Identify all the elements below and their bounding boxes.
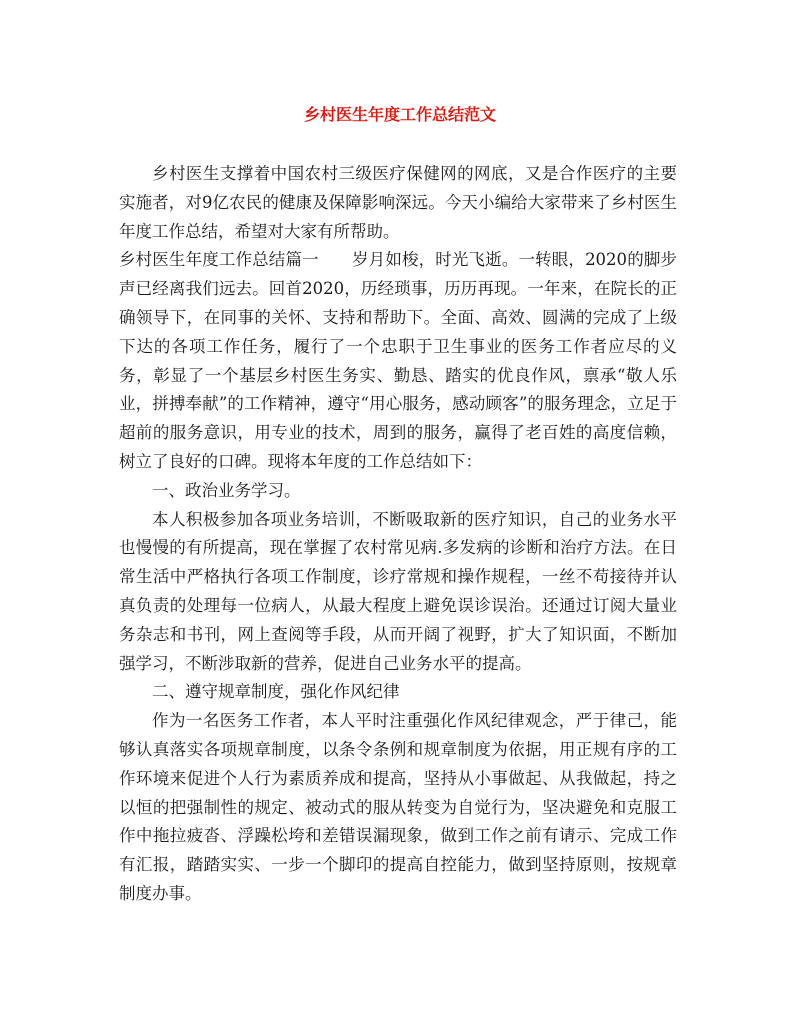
section-paragraph-1: 乡村医生年度工作总结篇一 岁月如梭，时光飞逝。一转眼，2020的脚步声已经离我们远去。回首2020，历经琐事，历历再现。一年来，在院长的正确领导下，在同事的关怀、支持和帮助下。全面、高效、圆满的完成了上级下达的各项工作任务，履行了一个忠职于卫生事业的医务工作者应尽的义务，彰显了一个基层乡村医生务实、勤恳、踏实的优良作风，禀承“敬人乐业，拼搏奉献”的工作精神，遵守“用心服务，感动顾客”的服务理念，立足于超前的服务意识，用专业的技术，周到的服务，赢得了老百姓的高度信赖，树立了良好的口碑。现将本年度的工作总结如下： <box>119 250 677 471</box>
body-paragraph-study: 本人积极参加各项业务培训，不断吸取新的医疗知识，自己的业务水平也慢慢的有所提高，现在掌握了农村常见病.多发病的诊断和治疗方法。在日常生活中严格执行各项工作制度，诊疗常规和操作规程，一丝不苟接待并认真负责的处理每一位病人，从最大程度上避免误诊误治。还通过订阅大量业务杂志和书刊，网上查阅等手段，从而开阔了视野，扩大了知识面，不断加强学习，不断涉取新的营养，促进自己业务水平的提高。 <box>119 509 677 673</box>
intro-paragraph: 乡村医生支撑着中国农村三级医疗保健网的网底，又是合作医疗的主要实施者，对9亿农民的健康及保障影响深远。今天小编给大家带来了乡村医生年度工作总结，希望对大家有所帮助。 <box>119 164 677 241</box>
document-body <box>119 160 677 909</box>
body-paragraph-discipline: 作为一名医务工作者，本人平时注重强化作风纪律观念，严于律己，能够认真落实各项规章制度，以条令条例和规章制度为依据，用正规有序的工作环境来促进个人行为素质养成和提高，坚持从小事做起、从我做起，持之以恒的把强制性的规定、被动式的服从转变为自觉行为，坚决避免和克服工作中拖拉疲沓、浮躁松垮和差错误漏现象，做到工作之前有请示、完成工作有汇报，踏踏实实、一步一个脚印的提高自控能力，做到坚持原则，按规章制度办事。 <box>119 711 677 903</box>
heading-rules-discipline: 二、遵守规章制度，强化作风纪律 <box>152 682 400 702</box>
document-title: 乡村医生年度工作总结范文 <box>303 105 496 124</box>
heading-politics-study: 一、政治业务学习。 <box>152 480 301 500</box>
